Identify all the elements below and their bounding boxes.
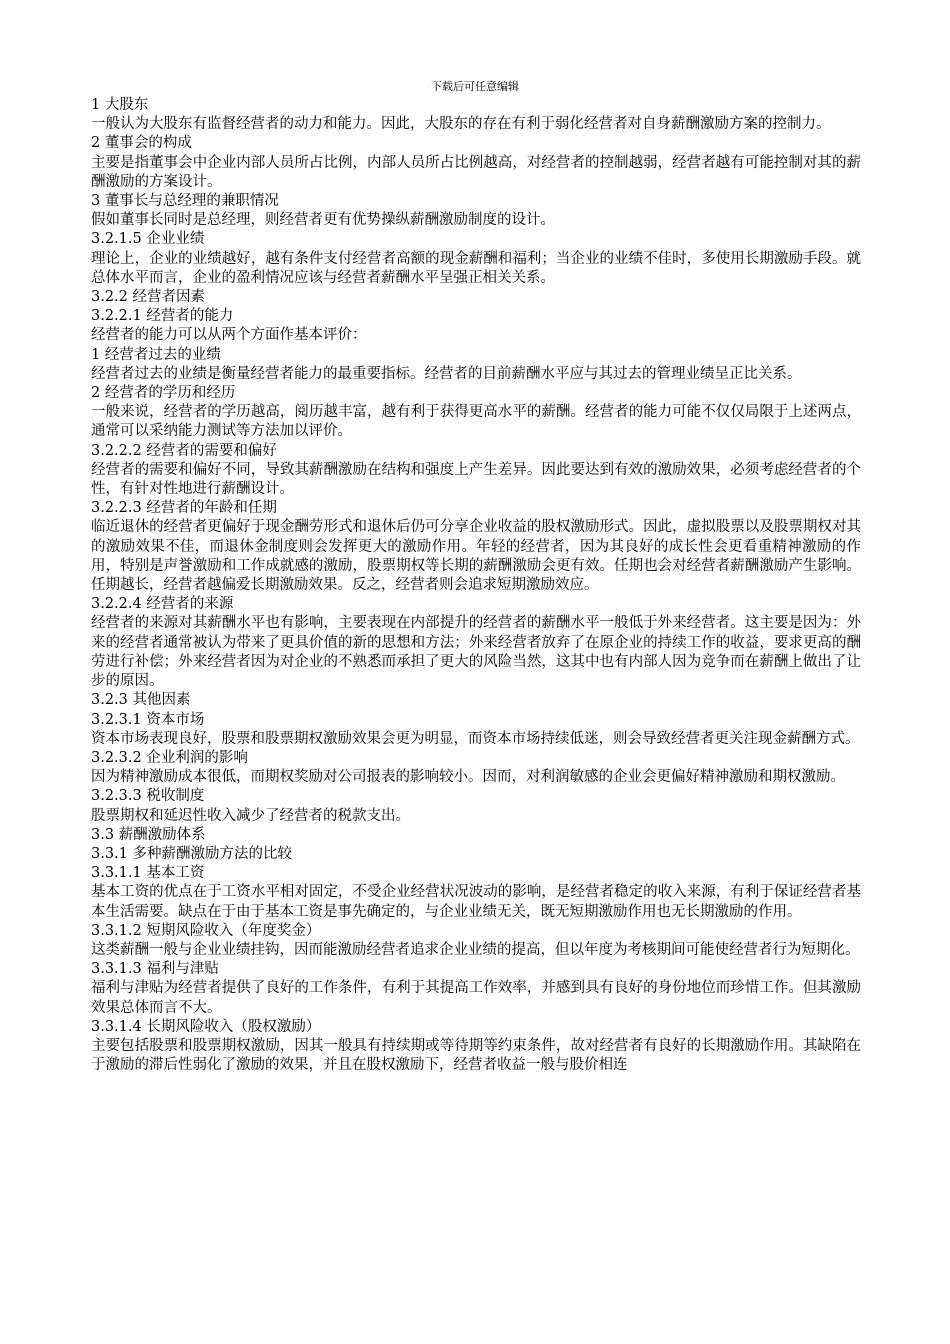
page-header: 下载后可任意编辑	[431, 80, 519, 93]
paragraph: 主要包括股票和股票期权激励，因其一般具有持续期或等待期等约束条件，故对经营者有良好的长期激励作用。其缺陷在于激励的滞后性弱化了激励的效果，并且在股权激励下，经营者收益一般与股价相连	[91, 1037, 861, 1074]
paragraph: 临近退休的经营者更偏好于现金酬劳形式和退休后仍可分享企业收益的股权激励形式。因此，虚拟股票以及股票期权对其的激励效果不佳，而退休金制度则会发挥更大的激励作用。年轻的经营者，因为其良好的成长性会更看重精神激励的作用，特别是声誉激励和工作成就感的激励，股票期权等长期的薪酬激励会更有效。任期也会对经营者薪酬激励产生影响。任期越长，经营者越偏爱长期激励效果。反之，经营者则会追求短期激励效应。	[91, 519, 861, 594]
heading-3-2-2-4: 3.2.2.4 经营者的来源	[91, 596, 234, 613]
heading-3-2-2: 3.2.2 经营者因素	[91, 289, 206, 306]
paragraph: 一般来说，经营者的学历越高，阅历越丰富，越有利于获得更高水平的薪酬。经营者的能力可能不仅仅局限于上述两点，通常可以采纳能力测试等方法加以评价。	[91, 404, 861, 440]
paragraph: 经营者的需要和偏好不同，导致其薪酬激励在结构和强度上产生差异。因此要达到有效的激励效果，必须考虑经营者的个性，有针对性地进行薪酬设计。	[91, 461, 861, 498]
heading-education-experience: 2 经营者的学历和经历	[91, 385, 236, 402]
heading-3-2-2-2: 3.2.2.2 经营者的需要和偏好	[91, 442, 277, 459]
paragraph: 这类薪酬一般与企业业绩挂钩，因而能激励经营者追求企业业绩的提高，但以年度为考核期间可能使经营者行为短期化。	[91, 941, 860, 958]
heading-3-2-2-3: 3.2.2.3 经营者的年龄和任期	[91, 500, 277, 517]
heading-major-shareholder: 1 大股东	[91, 97, 149, 113]
heading-3-3-1-2: 3.3.1.2 短期风险收入（年度奖金）	[91, 922, 321, 939]
heading-3-3-1-4: 3.3.1.4 长期风险收入（股权激励）	[91, 1018, 321, 1035]
heading-past-performance: 1 经营者过去的业绩	[91, 346, 221, 363]
paragraph: 经营者过去的业绩是衡量经营者能力的最重要指标。经营者的目前薪酬水平应与其过去的管理业绩呈正比关系。	[91, 365, 802, 382]
heading-3-2-3-3: 3.2.3.3 税收制度	[91, 788, 205, 805]
heading-3-2-3: 3.2.3 其他因素	[91, 692, 191, 709]
paragraph: 理论上，企业的业绩越好，越有条件支付经营者高额的现金薪酬和福利；当企业的业绩不佳时，多使用长期激励手段。就总体水平而言，企业的盈利情况应该与经营者薪酬水平呈强正相关关系。	[91, 250, 861, 286]
paragraph: 基本工资的优点在于工资水平相对固定，不受企业经营状况波动的影响，是经营者稳定的收入来源，有利于保证经营者基本生活需要。缺点在于由于基本工资是事先确定的，与企业业绩无关，既无短期激励作用也无长期激励的作用。	[91, 884, 861, 920]
paragraph: 经营者的能力可以从两个方面作基本评价：	[91, 327, 367, 344]
paragraph: 股票期权和延迟性收入减少了经营者的税款支出。	[91, 807, 410, 824]
heading-3-2-3-1: 3.2.3.1 资本市场	[91, 711, 205, 728]
paragraph: 资本市场表现良好，股票和股票期权激励效果会更为明显，而资本市场持续低迷，则会导致经营者更关注现金薪酬方式。	[91, 730, 860, 747]
paragraph: 假如董事长同时是总经理，则经营者更有优势操纵薪酬激励制度的设计。	[91, 212, 555, 229]
heading-3-3-1: 3.3.1 多种薪酬激励方法的比较	[91, 845, 293, 862]
heading-3-3: 3.3 薪酬激励体系	[91, 826, 206, 843]
document-body	[91, 96, 861, 1075]
paragraph: 主要是指董事会中企业内部人员所占比例，内部人员所占比例越高，对经营者的控制越弱，经营者越有可能控制对其的薪酬激励的方案设计。	[91, 154, 861, 190]
heading-3-3-1-3: 3.3.1.3 福利与津贴	[91, 961, 219, 978]
paragraph: 福利与津贴为经营者提供了良好的工作条件，有利于其提高工作效率，并感到具有良好的身份地位而珍惜工作。但其激励效果总体而言不大。	[91, 980, 861, 1016]
heading-3-2-2-1: 3.2.2.1 经营者的能力	[91, 308, 234, 325]
paragraph: 经营者的来源对其薪酬水平也有影响，主要表现在内部提升的经营者的薪酬水平一般低于外来经营者。这主要是因为：外来的经营者通常被认为带来了更具价值的新的思想和方法；外来经营者放弃了在原企业的持续工作的收益，要求更高的酬劳进行补偿；外来经营者因为对企业的不熟悉而承担了更大的风险当然，这其中也有内部人因为竞争而在薪酬上做出了让步的原因。	[91, 615, 861, 690]
heading-3-2-1-5: 3.2.1.5 企业业绩	[91, 231, 205, 248]
paragraph: 一般认为大股东有监督经营者的动力和能力。因此，大股东的存在有利于弱化经营者对自身薪酬激励方案的控制力。	[91, 116, 831, 133]
heading-board-composition: 2 董事会的构成	[91, 135, 192, 152]
paragraph: 因为精神激励成本很低，而期权奖励对公司报表的影响较小。因而，对利润敏感的企业会更偏好精神激励和期权激励。	[91, 769, 845, 786]
heading-chairman-ceo-duality: 3 董事长与总经理的兼职情况	[91, 193, 279, 210]
heading-3-3-1-1: 3.3.1.1 基本工资	[91, 865, 205, 882]
heading-3-2-3-2: 3.2.3.2 企业利润的影响	[91, 749, 248, 766]
